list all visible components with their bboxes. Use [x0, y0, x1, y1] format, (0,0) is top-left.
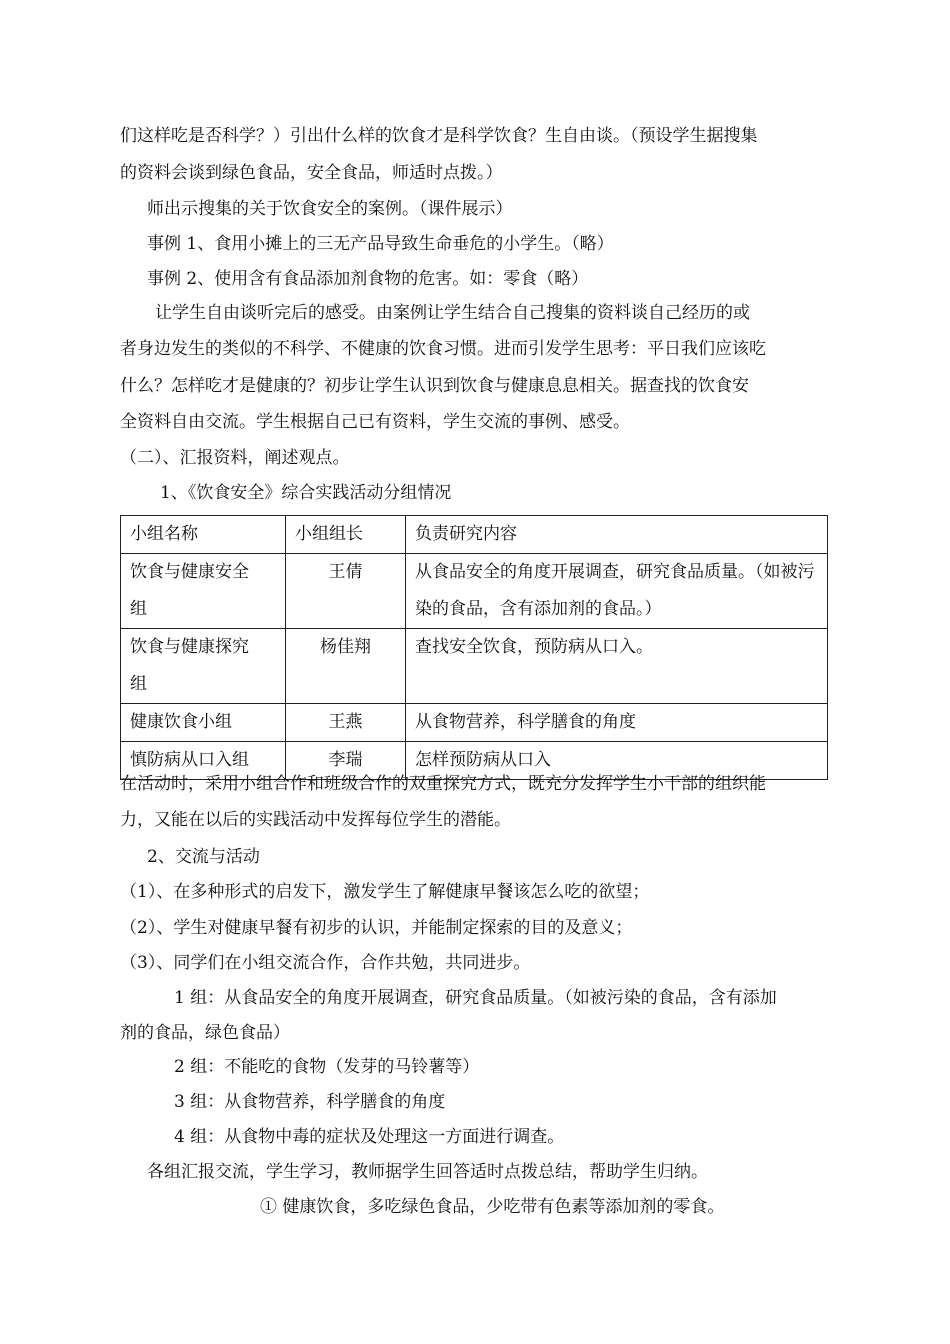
group-report: 3 组：从食物营养，科学膳食的角度: [174, 1092, 446, 1112]
table-row: [121, 704, 828, 742]
sub-item: （1）、在多种形式的启发下，激发学生了解健康早餐该怎么吃的欲望；: [120, 882, 650, 902]
group-report: 4 组：从食物中毒的症状及处理这一方面进行调查。: [174, 1127, 565, 1147]
group-report: 1 组：从食品安全的角度开展调查，研究食品质量。（如被污染的食品，含有添加: [174, 988, 777, 1008]
case-2: 事例 2、使用含有食品添加剂食物的危害。如：零食（略）: [147, 269, 589, 289]
paragraph-line: 在活动时，采用小组合作和班级合作的双重探究方式，既充分发挥学生小干部的组织能: [120, 774, 766, 794]
group-leader-cell: 杨佳翔: [286, 629, 406, 704]
group-leader-cell: 王倩: [286, 554, 406, 629]
group-content-cell: 查找安全饮食，预防病从口入。: [406, 629, 828, 704]
group-content-cell: 怎样预防病从口入: [406, 742, 828, 780]
paragraph-line: 力，又能在以后的实践活动中发挥每位学生的潜能。: [120, 810, 511, 830]
paragraph-line: 各组汇报交流，学生学习，教师据学生回答适时点拨总结，帮助学生归纳。: [147, 1162, 708, 1182]
table-caption: 1、《饮食安全》综合实践活动分组情况: [160, 483, 452, 503]
group-report: 2 组：不能吃的食物（发芽的马铃薯等）: [174, 1057, 480, 1077]
group-name-cell: 健康饮食小组: [121, 704, 286, 742]
sub-item: （3）、同学们在小组交流合作，合作共勉，共同进步。: [120, 953, 531, 973]
conclusion-item: ① 健康饮食，多吃绿色食品，少吃带有色素等添加剂的零食。: [260, 1197, 725, 1217]
case-1: 事例 1、食用小摊上的三无产品导致生命垂危的小学生。（略）: [147, 234, 614, 254]
group-content-cell: 从食物营养，科学膳食的角度: [406, 704, 828, 742]
section-heading: （二）、汇报资料，阐述观点。: [120, 448, 350, 468]
paragraph-line: 师出示搜集的关于饮食安全的案例。（课件展示）: [147, 199, 513, 219]
paragraph-line: 的资料会谈到绿色食品，安全食品，师适时点拨。）: [120, 163, 503, 183]
group-report: 剂的食品，绿色食品）: [120, 1023, 290, 1043]
table-header: 负责研究内容: [406, 516, 828, 554]
group-content-cell: 从食品安全的角度开展调查，研究食品质量。（如被污染的食品，含有添加剂的食品。）: [406, 554, 828, 629]
paragraph-line: 什么？怎样吃才是健康的？初步让学生认识到饮食与健康息息相关。据查找的饮食安: [120, 376, 749, 396]
group-name-cell: 饮食与健康安全 组: [121, 554, 286, 629]
group-leader-cell: 王燕: [286, 704, 406, 742]
paragraph-line: 让学生自由谈听完后的感受。由案例让学生结合自己搜集的资料谈自己经历的或: [155, 303, 750, 323]
group-name-cell: 慎防病从口入组: [121, 742, 286, 780]
paragraph-line: 者身边发生的类似的不科学、不健康的饮食习惯。进而引发学生思考：平日我们应该吃: [120, 339, 766, 359]
sub-item: （2）、学生对健康早餐有初步的认识，并能制定探索的目的及意义；: [120, 918, 633, 938]
item-heading: 2、交流与活动: [147, 847, 260, 867]
paragraph-line: 全资料自由交流。学生根据自己已有资料，学生交流的事例、感受。: [120, 412, 630, 432]
groups-table: [120, 515, 828, 780]
table-row: [121, 554, 828, 629]
table-header: 小组名称: [121, 516, 286, 554]
group-name-cell: 饮食与健康探究 组: [121, 629, 286, 704]
table-header: 小组组长: [286, 516, 406, 554]
table-header-row: [121, 516, 828, 554]
group-leader-cell: 李瑞: [286, 742, 406, 780]
paragraph-line: 们这样吃是否科学？）引出什么样的饮食才是科学饮食？生自由谈。（预设学生据搜集: [120, 126, 758, 146]
table-row: [121, 629, 828, 704]
